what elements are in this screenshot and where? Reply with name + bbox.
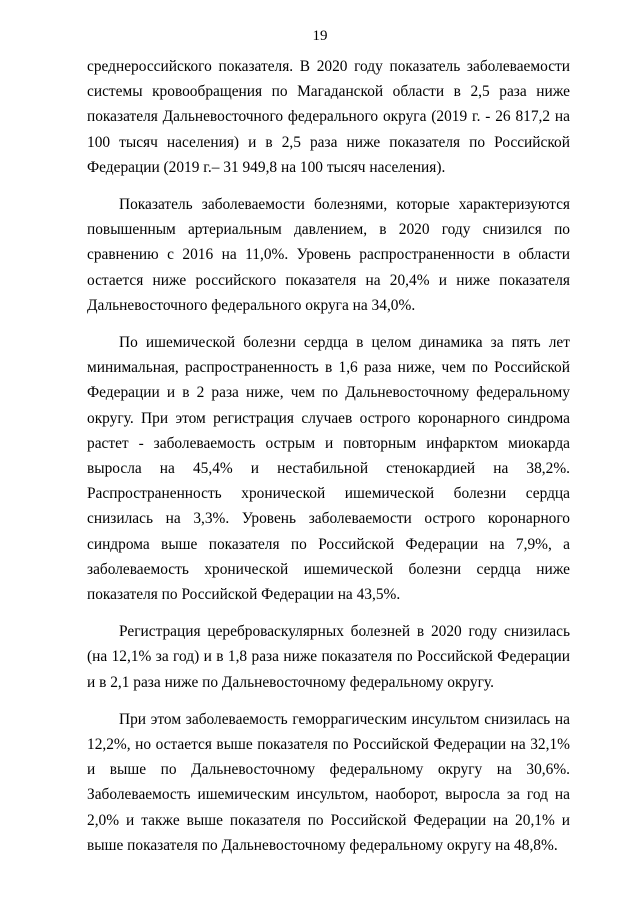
document-body [87, 54, 570, 870]
paragraph-3: По ишемической болезни сердца в целом динамика за пять лет минимальная, распространенность в 1,6 раза ниже, чем по Российской Федерации и в 2 раза ниже, чем по Дальневосточному федеральному округу. При этом регистрация случаев острого коронарного синдрома растет - заболеваемость острым и повторным инфарктом миокарда выросла на 45,4% и нестабильной стенокардией на 38,2%. Распространенность хронической ишемической болезни сердца снизилась на 3,3%. Уровень заболеваемости острого коронарного синдрома выше показателя по Российской Федерации на 7,9%, а заболеваемость хронической ишемической болезни сердца ниже показателя по Российской Федерации на 43,5%. [87, 334, 570, 604]
page-number: 19 [312, 28, 328, 44]
paragraph-4: Регистрация цереброваскулярных болезней в 2020 году снизилась (на 12,1% за год) и в 1,8 раза ниже показателя по Российской Федерации и в 2,1 раза ниже по Дальневосточному федеральному округу. [87, 623, 570, 691]
paragraph-1: среднероссийского показателя. В 2020 году показатель заболеваемости системы кровообращения по Магаданской области в 2,5 раза ниже показателя Дальневосточного федерального округа (2019 г. - 26 817,2 на 100 тысяч населения) и в 2,5 раза ниже показателя по Российской Федерации (2019 г.– 31 949,8 на 100 тысяч населения). [87, 58, 570, 176]
paragraph-2: Показатель заболеваемости болезнями, которые характеризуются повышенным артериальным давлением, в 2020 году снизился по сравнению с 2016 на 11,0%. Уровень распространенности в области остается ниже российского показателя на 20,4% и ниже показателя Дальневосточного федерального округа на 34,0%. [87, 196, 570, 314]
paragraph-5: При этом заболеваемость геморрагическим инсультом снизилась на 12,2%, но остается выше показателя по Российской Федерации на 32,1% и выше по Дальневосточному федеральному округу на 30,6%. Заболеваемость ишемическим инсультом, наоборот, выросла за год на 2,0% и также выше показателя по Российской Федерации на 20,1% и выше показателя по Дальневосточному федеральному округу на 48,8%. [87, 710, 570, 854]
